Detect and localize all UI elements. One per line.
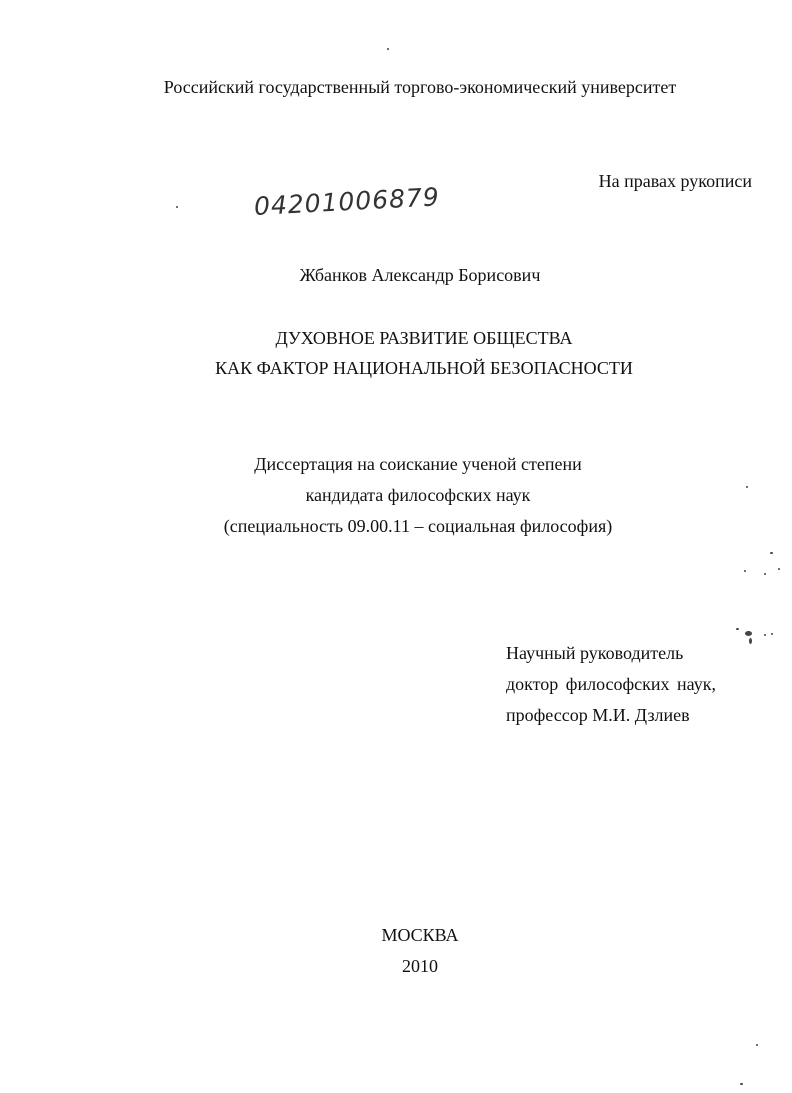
handwritten-inventory-number: 04201006879 xyxy=(253,182,441,221)
scan-speck xyxy=(770,552,773,554)
dissertation-line-3: (специальность 09.00.11 – социальная философия) xyxy=(223,516,613,536)
scan-speck xyxy=(740,1083,743,1085)
university-name: Российский государственный торгово-экономический университет xyxy=(163,77,677,97)
scan-speck xyxy=(746,486,748,488)
dissertation-line-2: кандидата философских наук xyxy=(305,485,531,505)
rights-note: На правах рукописи xyxy=(598,171,752,191)
scan-speck xyxy=(778,568,780,570)
thesis-title-line-2: КАК ФАКТОР НАЦИОНАЛЬНОЙ БЕЗОПАСНОСТИ xyxy=(215,358,633,378)
scan-speck xyxy=(744,570,746,572)
advisor-name: профессор М.И. Дзлиев xyxy=(506,705,690,725)
city: МОСКВА xyxy=(381,925,459,945)
thesis-title-line-1: ДУХОВНОЕ РАЗВИТИЕ ОБЩЕСТВА xyxy=(275,328,573,348)
scan-speck xyxy=(176,206,178,208)
scan-speck xyxy=(756,1044,758,1046)
dissertation-line-1: Диссертация на соискание ученой степени xyxy=(254,454,582,474)
scan-speck xyxy=(745,631,752,636)
scan-speck xyxy=(387,48,389,50)
advisor-degree: доктор философских наук, xyxy=(506,674,716,694)
advisor-label: Научный руководитель xyxy=(506,643,684,663)
scan-speck xyxy=(736,628,739,630)
scan-speck xyxy=(764,573,766,575)
author-name: Жбанков Александр Борисович xyxy=(299,265,541,285)
scan-speck xyxy=(771,633,773,635)
scan-speck xyxy=(749,638,752,644)
year: 2010 xyxy=(402,956,438,976)
scan-speck xyxy=(764,634,766,636)
